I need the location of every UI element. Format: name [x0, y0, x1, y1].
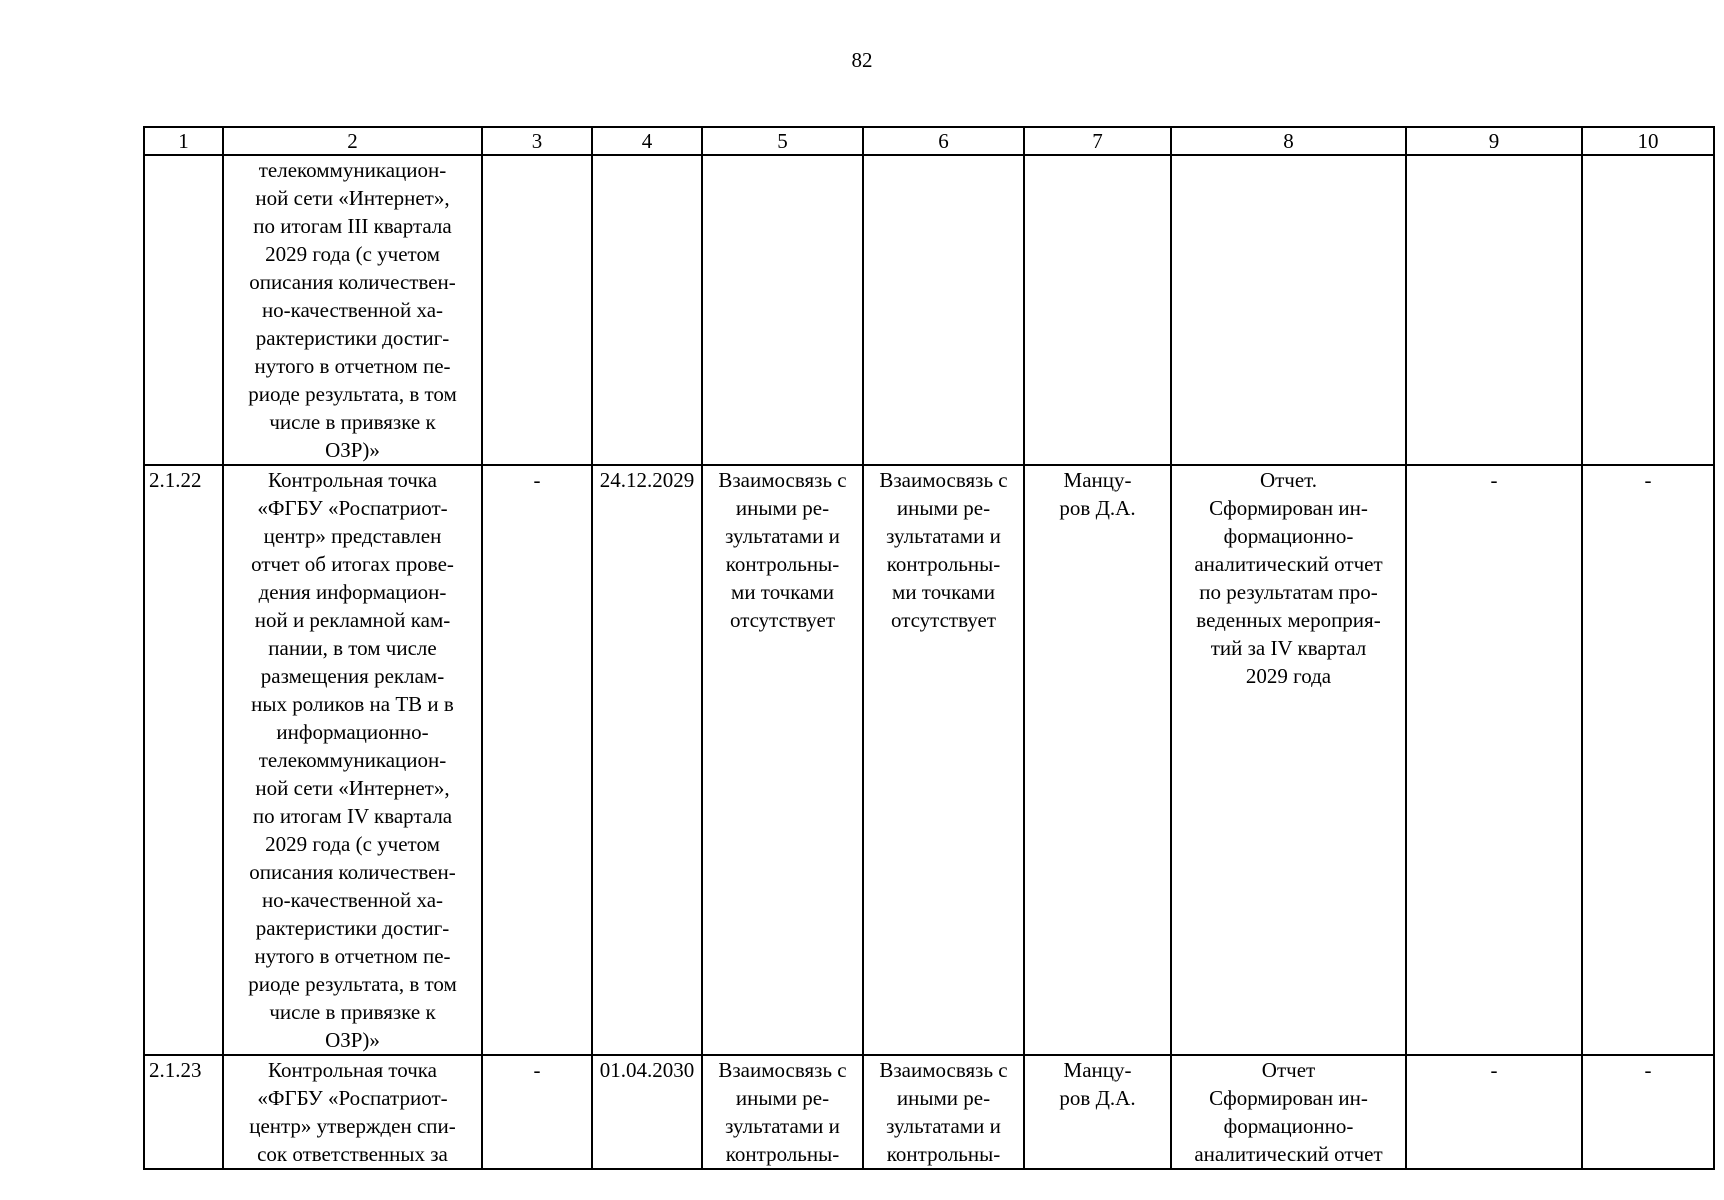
cell: [1406, 155, 1582, 465]
date-text: 24.12.2029: [599, 468, 695, 492]
result-cell: [1171, 1055, 1406, 1169]
column-header: 4: [592, 127, 702, 155]
responsible-text: Манцу- ров Д.А.: [1059, 468, 1136, 520]
cell-text: -: [1644, 468, 1652, 492]
description-cell: [223, 465, 482, 1055]
page-number: 82: [851, 48, 873, 72]
cell: [1582, 465, 1714, 1055]
description-text: телекоммуникацион- ной сети «Интернет», по итогам III квартала 2029 года (с учетом описания количествен- но-качественной ха- рактеристики достиг- нутого в отчетном пе- риоде результата, в том числе в привязке к ОЗР)»: [248, 158, 457, 462]
row-number-cell: [144, 1055, 223, 1169]
row-number-cell: [144, 155, 223, 465]
column-header: 10: [1582, 127, 1714, 155]
cell-text: -: [1490, 1058, 1498, 1082]
cell: [863, 465, 1024, 1055]
cell-text: -: [1490, 468, 1498, 492]
table-row: [144, 465, 1714, 1055]
description-cell: [223, 155, 482, 465]
cell: [482, 155, 592, 465]
column-header: 6: [863, 127, 1024, 155]
document-table: [143, 126, 1715, 1170]
cell: [482, 465, 592, 1055]
date-cell: [592, 1055, 702, 1169]
column-header: 8: [1171, 127, 1406, 155]
result-cell: [1171, 155, 1406, 465]
date-cell: [592, 465, 702, 1055]
column-header: 7: [1024, 127, 1171, 155]
column-header: 9: [1406, 127, 1582, 155]
cell-text: -: [533, 1058, 541, 1082]
description-text: Контрольная точка «ФГБУ «Роспатриот- центр» утвержден спи- сок ответственных за: [249, 1058, 456, 1166]
description-cell: [223, 1055, 482, 1169]
column-header: 3: [482, 127, 592, 155]
cell: [702, 155, 863, 465]
cell: [1406, 465, 1582, 1055]
cell: [702, 1055, 863, 1169]
result-text: Отчет Сформирован ин- формационно- аналитический отчет: [1194, 1058, 1383, 1166]
date-cell: [592, 155, 702, 465]
cell: [1406, 1055, 1582, 1169]
cell: [863, 1055, 1024, 1169]
cell: [702, 465, 863, 1055]
responsible-cell: [1024, 1055, 1171, 1169]
row-number: 2.1.23: [149, 1058, 202, 1082]
row-number-cell: [144, 465, 223, 1055]
row-number: 2.1.22: [149, 468, 202, 492]
cell-text: Взаимосвязь с иными ре- зультатами и контрольны-: [879, 1058, 1008, 1166]
cell-text: Взаимосвязь с иными ре- зультатами и контрольны- ми точками отсутствует: [718, 468, 847, 632]
cell-text: -: [1644, 1058, 1652, 1082]
column-header: 2: [223, 127, 482, 155]
table-header-row: [144, 127, 1714, 155]
date-text: 01.04.2030: [599, 1058, 695, 1082]
cell-text: Взаимосвязь с иными ре- зультатами и контрольны-: [718, 1058, 847, 1166]
cell: [1582, 1055, 1714, 1169]
table-row: [144, 1055, 1714, 1169]
responsible-cell: [1024, 465, 1171, 1055]
column-header: 1: [144, 127, 223, 155]
cell-text: -: [533, 468, 541, 492]
responsible-cell: [1024, 155, 1171, 465]
column-header: 5: [702, 127, 863, 155]
cell-text: Взаимосвязь с иными ре- зультатами и контрольны- ми точками отсутствует: [879, 468, 1008, 632]
result-cell: [1171, 465, 1406, 1055]
table-row: [144, 155, 1714, 465]
responsible-text: Манцу- ров Д.А.: [1059, 1058, 1136, 1110]
result-text: Отчет. Сформирован ин- формационно- аналитический отчет по результатам про- веденных мероприя- тий за IV квартал 2029 года: [1194, 468, 1383, 688]
cell: [1582, 155, 1714, 465]
cell: [863, 155, 1024, 465]
cell: [482, 1055, 592, 1169]
description-text: Контрольная точка «ФГБУ «Роспатриот- центр» представлен отчет об итогах прове- дения информацион- ной и рекламной кам- пании, в том числе размещения реклам- ных роликов на ТВ и в информационно- телекоммуникацион- ной сети «Интернет», по итогам IV квартала 2029 года (с учетом описания количествен- но-качественной ха- рактеристики достиг- нутого в отчетном пе- риоде результата, в том числе в привязке к ОЗР)»: [248, 468, 457, 1052]
